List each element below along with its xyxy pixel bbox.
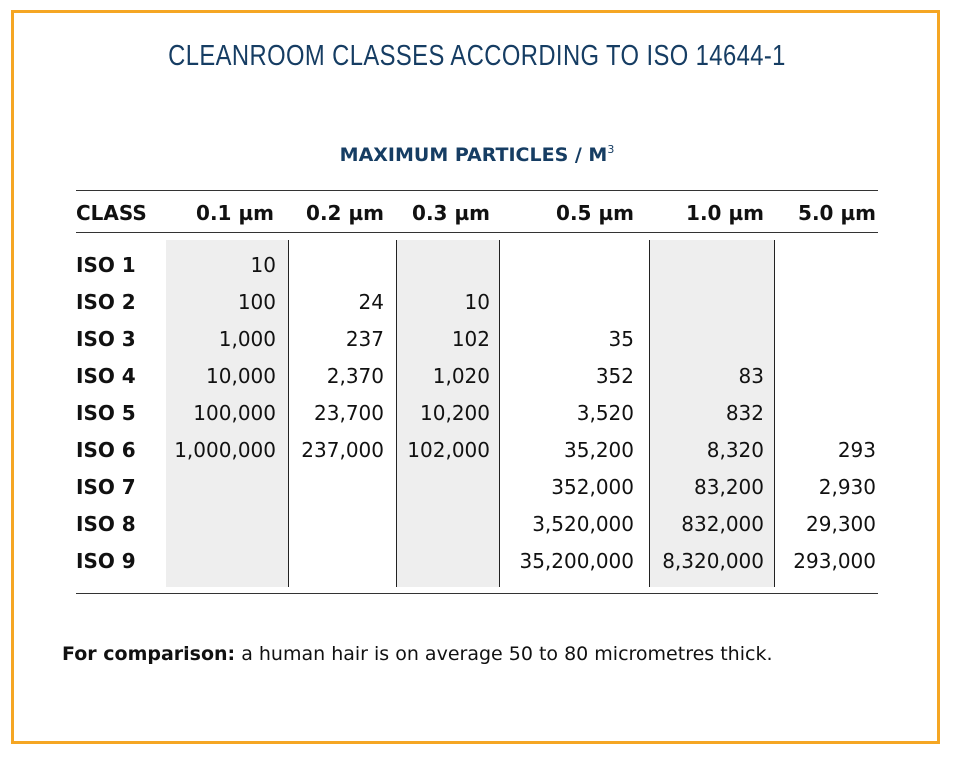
- table-cell: 1,000: [218, 327, 276, 351]
- table-cell: 10: [250, 253, 276, 277]
- table-cell: 24: [358, 290, 384, 314]
- table-cell: 23,700: [314, 401, 384, 425]
- row-class-label: ISO 3: [76, 327, 136, 351]
- table-cell: 102: [451, 327, 490, 351]
- table-cell: 8,320,000: [662, 549, 764, 573]
- table-cell: 100,000: [193, 401, 276, 425]
- header-particle-size: 0.2 µm: [306, 201, 384, 225]
- table-cell: 293: [837, 438, 876, 462]
- table-cell: 10: [464, 290, 490, 314]
- row-class-label: ISO 2: [76, 290, 136, 314]
- table-cell: 29,300: [806, 512, 876, 536]
- table-cell: 352: [595, 364, 634, 388]
- footnote-text: a human hair is on average 50 to 80 micrometres thick.: [235, 643, 773, 665]
- header-particle-size: 0.1 µm: [196, 201, 274, 225]
- table-cell: 237,000: [301, 438, 384, 462]
- row-class-label: ISO 7: [76, 475, 136, 499]
- table-cell: 2,370: [326, 364, 384, 388]
- table-cell: 832: [725, 401, 764, 425]
- header-class: CLASS: [76, 201, 147, 225]
- footnote-bold: For comparison:: [62, 643, 236, 665]
- table-cell: 10,000: [206, 364, 276, 388]
- header-particle-size: 5.0 µm: [798, 201, 876, 225]
- header-particle-size: 1.0 µm: [686, 201, 764, 225]
- table-cell: 237: [345, 327, 384, 351]
- table-cell: 3,520: [576, 401, 634, 425]
- header-bottom-rule: [76, 232, 878, 233]
- row-class-label: ISO 8: [76, 512, 136, 536]
- table-cell: 832,000: [681, 512, 764, 536]
- table-cell: 352,000: [551, 475, 634, 499]
- subtitle-superscript: 3: [607, 143, 615, 156]
- subtitle-text: MAXIMUM PARTICLES / M: [339, 144, 608, 166]
- row-class-label: ISO 5: [76, 401, 136, 425]
- table-cell: 83: [738, 364, 764, 388]
- table-bottom-rule: [76, 593, 878, 594]
- table-cell: 35: [608, 327, 634, 351]
- table-cell: 10,200: [420, 401, 490, 425]
- header-particle-size: 0.5 µm: [556, 201, 634, 225]
- table-cell: 2,930: [818, 475, 876, 499]
- table-cell: 1,020: [432, 364, 490, 388]
- row-class-label: ISO 6: [76, 438, 136, 462]
- row-class-label: ISO 4: [76, 364, 136, 388]
- table-cell: 293,000: [793, 549, 876, 573]
- comparison-footnote: [62, 643, 772, 665]
- cleanroom-classes-table: [76, 190, 878, 594]
- table-cell: 35,200,000: [519, 549, 634, 573]
- header-particle-size: 0.3 µm: [412, 201, 490, 225]
- row-class-label: ISO 1: [76, 253, 136, 277]
- table-cell: 8,320: [706, 438, 764, 462]
- table-subtitle: [0, 143, 954, 166]
- table-cell: 83,200: [694, 475, 764, 499]
- table-cell: 3,520,000: [532, 512, 634, 536]
- table-cell: 100: [237, 290, 276, 314]
- table-cell: 102,000: [407, 438, 490, 462]
- page-title: CLEANROOM CLASSES ACCORDING TO ISO 14644-1: [168, 40, 786, 72]
- table-top-rule: [76, 190, 878, 191]
- row-class-label: ISO 9: [76, 549, 136, 573]
- table-cell: 35,200: [564, 438, 634, 462]
- table-cell: 1,000,000: [174, 438, 276, 462]
